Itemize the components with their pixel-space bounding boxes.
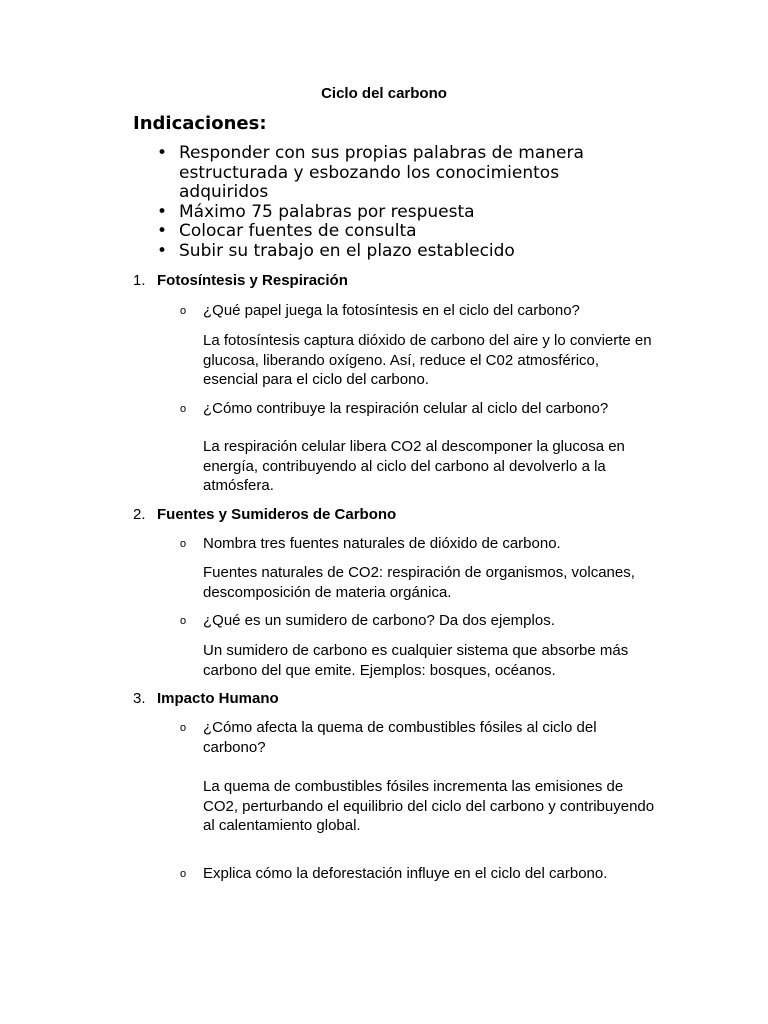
indication-item <box>155 144 635 203</box>
circle-bullet-icon: o <box>180 403 187 415</box>
section-title: Fotosíntesis y Respiración <box>157 272 348 289</box>
section-title: Fuentes y Sumideros de Carbono <box>157 506 397 523</box>
question-text: ¿Cómo afecta la quema de combustibles fósiles al ciclo del carbono? <box>203 719 597 756</box>
circle-bullet-icon: o <box>180 868 187 880</box>
section-heading-human-impact <box>133 690 279 708</box>
section-number: 2. <box>133 506 146 523</box>
indication-text: Subir su trabajo en el plazo establecido <box>179 240 515 261</box>
indications-heading: Indicaciones: <box>133 113 267 134</box>
answer-text: Fuentes naturales de CO2: respiración de organismos, volcanes, descomposición de materia orgánica. <box>203 564 635 601</box>
section-title: Impacto Humano <box>157 690 279 707</box>
answer-text: Un sumidero de carbono es cualquier sistema que absorbe más carbono del que emite. Ejemplos: bosques, océanos. <box>203 642 629 679</box>
indication-item <box>155 222 635 242</box>
circle-bullet-icon: o <box>180 305 187 317</box>
section-number: 3. <box>133 690 146 707</box>
circle-bullet-icon: o <box>180 538 187 550</box>
indication-text: Máximo 75 palabras por respuesta <box>179 201 475 222</box>
indications-list <box>155 144 635 262</box>
bullet-icon: • <box>156 201 168 222</box>
section-number: 1. <box>133 272 146 289</box>
document-title: Ciclo del carbono <box>321 85 447 102</box>
section-heading-photosynthesis <box>133 272 348 290</box>
question-item <box>180 399 650 419</box>
bullet-icon: • <box>156 221 168 242</box>
question-item <box>180 301 650 321</box>
question-text: ¿Cómo contribuye la respiración celular al ciclo del carbono? <box>203 400 609 417</box>
question-text: Nombra tres fuentes naturales de dióxido de carbono. <box>203 535 561 552</box>
answer-text: La respiración celular libera CO2 al descomponer la glucosa en energía, contribuyendo al ciclo del carbono al devolverlo a la atmósfera. <box>203 438 625 494</box>
indication-item <box>155 203 635 223</box>
answer-text: La quema de combustibles fósiles incrementa las emisiones de CO2, perturbando el equilibrio del ciclo del carbono y contribuyendo al calentamiento global. <box>203 778 655 834</box>
circle-bullet-icon: o <box>180 615 187 627</box>
section-heading-sources-sinks <box>133 506 396 524</box>
question-item <box>180 611 650 631</box>
bullet-icon: • <box>156 143 168 163</box>
indication-text: Colocar fuentes de consulta <box>179 221 417 242</box>
question-item <box>180 534 650 554</box>
question-text: Explica cómo la deforestación influye en el ciclo del carbono. <box>203 865 608 882</box>
question-item <box>180 718 650 757</box>
indication-item <box>155 242 635 262</box>
circle-bullet-icon: o <box>180 722 187 734</box>
indication-text: Responder con sus propias palabras de manera estructurada y esbozando los conocimientos adquiridos <box>179 143 584 203</box>
question-text: ¿Qué papel juega la fotosíntesis en el ciclo del carbono? <box>203 302 580 319</box>
question-text: ¿Qué es un sumidero de carbono? Da dos ejemplos. <box>203 612 555 629</box>
answer-text: La fotosíntesis captura dióxido de carbono del aire y lo convierte en glucosa, liberando oxígeno. Así, reduce el C02 atmosférico, esencial para el ciclo del carbono. <box>203 332 652 388</box>
question-item <box>180 864 650 884</box>
bullet-icon: • <box>156 240 168 261</box>
